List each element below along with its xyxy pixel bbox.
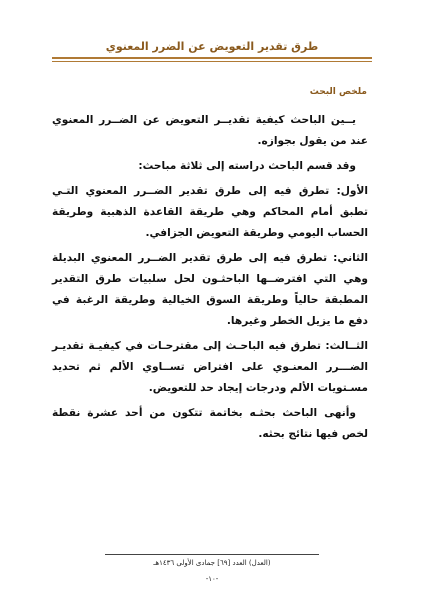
running-header-title: طرق تقدير التعويض عن الضرر المعنوي: [105, 40, 319, 53]
paragraph-division: وقد قسم الباحث دراسته إلى ثلاثة مباحث:: [138, 160, 356, 172]
header-rule-thin: [52, 61, 372, 62]
paragraph-intro: يــين الباحث كيفية تقديــر التعويض عن الضــرر المعنوي عند من يقول بجوازه.: [52, 114, 368, 147]
footer-rule: [105, 554, 319, 555]
paragraph-first-section: الأول: تطرق فيه إلى طرق تقدير الضــرر المعنوي التـي تطبق أمام المحاكم وهي طريقة القاعدة الذهبية وطريقة الحساب اليومي وطريقة التعويض الجزافي.: [52, 185, 368, 239]
journal-footer: (العدل) العدد [٦٩] جمادى الأولى ١٤٣٦هـ: [153, 559, 271, 567]
paragraph-second-section: الثاني: تطرق فيه إلى طرق تقدير الضــرر المعنوي البديلة وهي التي افترضــها الباحثـون لحل سلبيات طرق التقدير المطبقة حالياً وطريقة السوق الخيالية وطريقة الرغبة في دفع ما يزيل الخطر وغيرها.: [52, 252, 368, 327]
abstract-body: [52, 110, 368, 449]
page-number: -١٠-: [205, 575, 219, 583]
section-heading: ملخص البحث: [309, 87, 367, 97]
paragraph-conclusion: وأنهى الباحث بحثـه بخاتمة تتكون من أحد عشرة نقطة لخص فيها نتائج بحثه.: [52, 407, 368, 440]
paragraph-third-section: الثــالث: تطرق فيه الباحـث إلى مقترحـات في كيفيـة تقديـر الضـــرر المعنـوي على افتراض تســاوي الألم ثم تحديد مسـتويات الألم ودرجات إيجاد حد للتعويض.: [52, 340, 368, 394]
header-rule-thick: [52, 57, 372, 59]
